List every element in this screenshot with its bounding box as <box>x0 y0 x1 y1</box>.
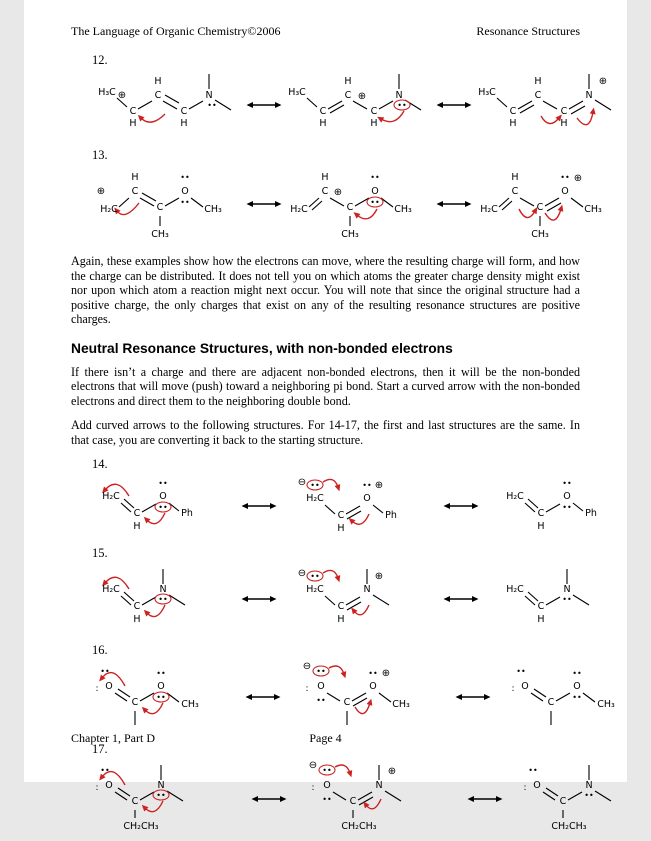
atom-label: Ph <box>585 508 597 519</box>
chemical-structure <box>285 163 433 245</box>
atom-label: C <box>560 106 568 117</box>
curved-electron-arrow <box>355 703 370 714</box>
atom-label: H₂C <box>480 204 498 215</box>
atom-label: ⊖ <box>302 661 312 672</box>
problem-14 <box>71 457 597 540</box>
atom-label: CH₂CH₃ <box>551 821 587 832</box>
atom-label: C <box>509 106 517 117</box>
bond <box>189 101 203 109</box>
atom-label: : <box>95 783 99 793</box>
atom-label: N <box>205 90 213 101</box>
atom-label: C <box>344 90 352 101</box>
chemical-structure <box>95 472 221 540</box>
problem-number: 14. <box>92 457 108 471</box>
bond <box>379 101 393 109</box>
atom-label: •• <box>572 693 582 702</box>
atom-label: N <box>159 584 167 595</box>
resonance-arrow <box>251 792 287 806</box>
problem-number: 16. <box>92 643 108 657</box>
atom-label: : <box>95 684 99 694</box>
resonance-arrow <box>436 197 472 211</box>
bond <box>573 503 583 511</box>
atom-label: •• <box>397 101 407 110</box>
arrowhead <box>341 671 347 678</box>
atom-label: H₂C <box>290 204 308 215</box>
atom-label: C <box>349 796 357 807</box>
bond <box>325 596 335 605</box>
bond <box>497 98 507 107</box>
structure-row <box>95 472 597 540</box>
atom-label: CH₃ <box>394 204 412 215</box>
problem-12 <box>71 53 608 142</box>
bond <box>568 792 582 800</box>
arrowhead <box>465 102 472 108</box>
arrowhead <box>270 596 277 602</box>
bond <box>327 693 340 701</box>
curved-electron-arrow <box>145 703 163 714</box>
curved-electron-arrow <box>354 605 369 615</box>
resonance-arrow <box>467 792 503 806</box>
section-heading: Neutral Resonance Structures, with non-bonded electrons <box>71 340 453 356</box>
atom-label: H <box>131 172 139 183</box>
atom-label: C <box>133 601 141 612</box>
problems-charged-group <box>71 53 608 245</box>
atom-label: N <box>585 780 593 791</box>
arrowhead <box>242 503 249 509</box>
atom-label: •• <box>368 669 378 678</box>
atom-label: ⊕ <box>333 187 343 198</box>
bond <box>571 198 583 207</box>
curved-electron-arrow <box>141 114 165 122</box>
header-left-title: The Language of Organic Chemistry©2006 <box>71 24 281 38</box>
atom-label: C <box>346 202 354 213</box>
atom-label: CH₃ <box>181 699 199 710</box>
atom-label: CH₃ <box>151 229 169 240</box>
bond <box>119 198 129 207</box>
atom-label: C <box>343 697 351 708</box>
atom-label: C <box>537 601 545 612</box>
atom-label: H <box>319 118 327 129</box>
atom-label: ⊖ <box>308 760 318 771</box>
atom-label: CH₃ <box>341 229 359 240</box>
paragraph-add-arrows: Add curved arrows to the following structures. For 14-17, the first and last structures are the same. In that case, you are converting it back to the starting structure. <box>71 418 580 447</box>
curved-electron-arrow <box>147 513 165 524</box>
atom-label: O <box>317 681 325 692</box>
atom-label: O <box>363 493 371 504</box>
document-page <box>24 0 627 832</box>
atom-label: H₂C <box>102 491 120 502</box>
curved-electron-arrow <box>352 514 369 524</box>
resonance-arrow <box>241 592 277 606</box>
atom-label: H <box>537 614 545 625</box>
atom-label: •• <box>316 696 326 705</box>
atom-label: C <box>370 106 378 117</box>
atom-label: C <box>180 106 188 117</box>
problem-15 <box>71 546 580 637</box>
chemical-structure <box>297 472 423 540</box>
arrowhead <box>247 201 254 207</box>
atom-label: H <box>509 118 517 129</box>
resonance-arrow <box>245 690 281 704</box>
arrowhead <box>347 770 353 777</box>
atom-label: •• <box>100 667 110 676</box>
atom-label: C <box>337 510 345 521</box>
arrowhead <box>496 796 503 802</box>
curved-electron-arrow <box>145 801 163 812</box>
atom-label: ⊕ <box>374 480 384 491</box>
resonance-arrow <box>443 499 479 513</box>
atom-label: ⊕ <box>374 571 384 582</box>
atom-label: CH₃ <box>531 229 549 240</box>
arrowhead <box>335 484 341 491</box>
atom-label: O <box>533 780 541 791</box>
atom-label: H₂C <box>102 584 120 595</box>
atom-label: O <box>181 186 189 197</box>
atom-label: C <box>337 601 345 612</box>
atom-label: O <box>521 681 529 692</box>
atom-label: •• <box>100 766 110 775</box>
arrowhead <box>335 575 341 582</box>
arrowhead <box>468 796 475 802</box>
atom-label: CH₃ <box>392 699 410 710</box>
atom-label: H₃C <box>98 87 116 98</box>
atom-label: •• <box>528 766 538 775</box>
atom-label: •• <box>370 198 380 207</box>
arrowhead <box>558 205 564 212</box>
atom-label: O <box>369 681 377 692</box>
bond <box>333 792 346 800</box>
atom-label: : <box>311 783 315 793</box>
bond <box>307 98 317 107</box>
atom-label: N <box>395 90 403 101</box>
structure-row <box>95 757 594 841</box>
atom-label: O <box>105 780 113 791</box>
atom-label: H <box>344 76 352 87</box>
atom-label: ⊕ <box>357 91 367 102</box>
atom-label: •• <box>158 479 168 488</box>
chemical-structure <box>285 68 433 142</box>
atom-label: •• <box>316 667 326 676</box>
footer-page-number: Page 4 <box>309 731 342 745</box>
atom-label: •• <box>310 572 320 581</box>
atom-label: O <box>157 681 165 692</box>
bond <box>353 101 367 109</box>
atom-label: H₃C <box>478 87 496 98</box>
atom-label: C <box>534 90 542 101</box>
chemical-structure <box>499 472 625 540</box>
atom-label: •• <box>572 669 582 678</box>
atom-label: CH₂CH₃ <box>123 821 159 832</box>
atom-label: •• <box>584 791 594 800</box>
atom-label: •• <box>156 669 166 678</box>
atom-label: O <box>561 186 569 197</box>
arrowhead <box>246 694 253 700</box>
arrowhead <box>590 108 596 115</box>
chemical-structure <box>499 561 625 637</box>
atom-label: •• <box>322 795 332 804</box>
curved-electron-arrow <box>366 799 381 809</box>
atom-label: H <box>370 118 378 129</box>
atom-label: : <box>511 684 515 694</box>
atom-label: : <box>523 783 527 793</box>
atom-label: CH₃ <box>204 204 222 215</box>
chemical-structure <box>95 561 221 637</box>
chemical-structure <box>301 658 435 736</box>
bond <box>142 504 156 512</box>
atom-label: O <box>563 491 571 502</box>
chemical-structure <box>523 757 651 841</box>
problem-13 <box>71 148 602 245</box>
page-footer <box>71 731 580 746</box>
atom-label: ⊖ <box>297 477 307 488</box>
atom-label: C <box>547 697 555 708</box>
arrowhead <box>472 503 479 509</box>
atom-label: N <box>157 780 165 791</box>
atom-label: O <box>371 186 379 197</box>
arrowhead <box>275 102 282 108</box>
arrowhead <box>274 694 281 700</box>
atom-label: N <box>563 584 571 595</box>
problem-17 <box>71 742 594 841</box>
atom-label: ⊕ <box>96 186 106 197</box>
atom-label: N <box>363 584 371 595</box>
bond <box>191 198 203 207</box>
structure-row <box>95 163 602 245</box>
problems-neutral-group <box>71 457 615 841</box>
problem-number: 13. <box>92 148 108 162</box>
bond <box>163 101 177 109</box>
arrowhead <box>444 503 451 509</box>
atom-label: ⊖ <box>297 568 307 579</box>
bond <box>165 198 179 206</box>
resonance-arrow <box>436 98 472 112</box>
arrowhead <box>444 596 451 602</box>
chemical-structure <box>307 757 447 841</box>
structure-row <box>95 68 608 142</box>
atom-label: CH₃ <box>584 204 602 215</box>
bond <box>385 791 401 801</box>
atom-label: H <box>337 614 345 625</box>
atom-label: •• <box>562 503 572 512</box>
atom-label: ⊕ <box>598 76 608 87</box>
arrowhead <box>242 596 249 602</box>
bond <box>140 693 154 701</box>
bond <box>140 792 154 800</box>
atom-label: O <box>105 681 113 692</box>
bond <box>583 693 595 702</box>
chemical-structure <box>95 163 243 245</box>
atom-label: Ph <box>385 510 397 521</box>
resonance-arrow <box>246 98 282 112</box>
resonance-arrow <box>443 592 479 606</box>
problem-number: 17. <box>92 742 108 756</box>
curved-electron-arrow <box>147 605 165 617</box>
atom-label: CH₂CH₃ <box>341 821 377 832</box>
bond <box>142 597 156 605</box>
atom-label: C <box>131 186 139 197</box>
chemical-structure <box>475 163 627 245</box>
atom-label: •• <box>560 173 570 182</box>
atom-label: O <box>159 491 167 502</box>
atom-label: N <box>375 780 383 791</box>
arrowhead <box>280 796 287 802</box>
problem-number: 12. <box>92 53 108 67</box>
atom-label: H <box>537 521 545 532</box>
bond <box>573 595 589 605</box>
bond <box>546 504 560 512</box>
bond <box>373 595 389 605</box>
atom-label: •• <box>180 198 190 207</box>
problem-number: 15. <box>92 546 108 560</box>
atom-label: O <box>323 780 331 791</box>
bond <box>543 101 557 109</box>
chemical-structure <box>95 757 231 841</box>
arrowhead <box>437 102 444 108</box>
atom-label: C <box>133 508 141 519</box>
atom-label: H <box>534 76 542 87</box>
atom-label: C <box>154 90 162 101</box>
bond <box>138 101 152 109</box>
atom-label: C <box>536 202 544 213</box>
atom-label: C <box>319 106 327 117</box>
atom-label: N <box>585 90 593 101</box>
chemical-structure <box>95 658 225 736</box>
atom-label: C <box>131 697 139 708</box>
curved-electron-arrow <box>519 209 535 218</box>
atom-label: : <box>305 684 309 694</box>
arrowhead <box>275 201 282 207</box>
arrowhead <box>270 503 277 509</box>
arrowhead <box>484 694 491 700</box>
resonance-arrow <box>246 197 282 211</box>
arrowhead <box>354 212 361 218</box>
atom-label: H₂C <box>100 204 118 215</box>
structure-row <box>95 561 580 637</box>
atom-label: •• <box>516 667 526 676</box>
atom-label: C <box>129 106 137 117</box>
curved-electron-arrow <box>577 112 593 125</box>
atom-label: H <box>133 614 141 625</box>
bond <box>595 791 611 801</box>
chemical-structure <box>297 561 423 637</box>
atom-label: H <box>321 172 329 183</box>
bond <box>330 198 344 206</box>
atom-label: H₂C <box>506 491 524 502</box>
paragraph-nonbonded-intro: If there isn’t a charge and there are adjacent non-bonded electrons, then it will be the non-bonded electrons that will move (push) toward a neighboring pi bond. Start a curved arrow with the non-bonded electrons and direct them to the neighboring double bond. <box>71 364 580 408</box>
resonance-arrow <box>241 499 277 513</box>
arrowhead <box>247 102 254 108</box>
atom-label: •• <box>158 503 168 512</box>
atom-label: H <box>154 76 162 87</box>
atom-label: C <box>559 796 567 807</box>
bond <box>379 693 391 702</box>
arrowhead <box>456 694 463 700</box>
atom-label: H <box>129 118 137 129</box>
atom-label: CH₃ <box>597 699 615 710</box>
footer-chapter: Chapter 1, Part D <box>71 731 155 745</box>
atom-label: •• <box>156 791 166 800</box>
atom-label: •• <box>370 173 380 182</box>
atom-label: C <box>156 202 164 213</box>
atom-label: C <box>511 186 519 197</box>
curved-electron-arrow <box>541 116 559 124</box>
atom-label: •• <box>158 595 168 604</box>
atom-label: ⊕ <box>387 766 397 777</box>
chemical-structure <box>475 68 627 142</box>
bond <box>520 198 534 206</box>
arrowhead <box>252 796 259 802</box>
arrowhead <box>367 699 373 706</box>
bond <box>165 95 179 103</box>
resonance-arrow <box>455 690 491 704</box>
arrowhead <box>465 201 472 207</box>
atom-label: H <box>511 172 519 183</box>
atom-label: ⊕ <box>381 668 391 679</box>
atom-label: •• <box>180 173 190 182</box>
atom-label: •• <box>562 595 572 604</box>
atom-label: H <box>337 523 345 534</box>
atom-label: •• <box>156 693 166 702</box>
atom-label: H <box>180 118 188 129</box>
atom-label: •• <box>322 766 332 775</box>
atom-label: H₂C <box>306 584 324 595</box>
atom-label: C <box>131 796 139 807</box>
bond <box>595 100 611 110</box>
bond <box>215 100 231 110</box>
chemical-structure <box>511 658 641 736</box>
bond <box>556 693 570 701</box>
atom-label: •• <box>562 479 572 488</box>
atom-label: ⊕ <box>117 90 127 101</box>
atom-label: C <box>321 186 329 197</box>
atom-label: H₃C <box>288 87 306 98</box>
arrowhead <box>472 596 479 602</box>
atom-label: •• <box>207 101 217 110</box>
atom-label: •• <box>362 481 372 490</box>
bond <box>546 597 560 605</box>
bond <box>325 505 335 514</box>
bond <box>373 505 383 513</box>
header-right-title: Resonance Structures <box>476 24 580 38</box>
atom-label: H₂C <box>506 584 524 595</box>
atom-label: C <box>537 508 545 519</box>
page-header <box>71 24 580 39</box>
atom-label: H <box>133 521 141 532</box>
paragraph-charge-discussion: Again, these examples show how the electrons can move, where the resulting charge will form, and how the charge can be distributed. It does not tell you on which atoms the greater charge density might exist nor upon which atom a reaction might next occur. You will note that since the original structure had a positive charge, the only charges that exist on any of the resulting resonance structures are positive charges. <box>71 254 580 326</box>
chemical-structure <box>95 68 243 142</box>
atom-label: O <box>573 681 581 692</box>
atom-label: Ph <box>181 508 193 519</box>
curved-electron-arrow <box>381 111 404 122</box>
problem-16 <box>71 643 615 736</box>
atom-label: H₂C <box>306 493 324 504</box>
structure-row <box>95 658 615 736</box>
curved-electron-arrow <box>117 203 139 215</box>
atom-label: ⊕ <box>573 173 583 184</box>
arrowhead <box>437 201 444 207</box>
atom-label: •• <box>310 481 320 490</box>
atom-label: H <box>560 118 568 129</box>
